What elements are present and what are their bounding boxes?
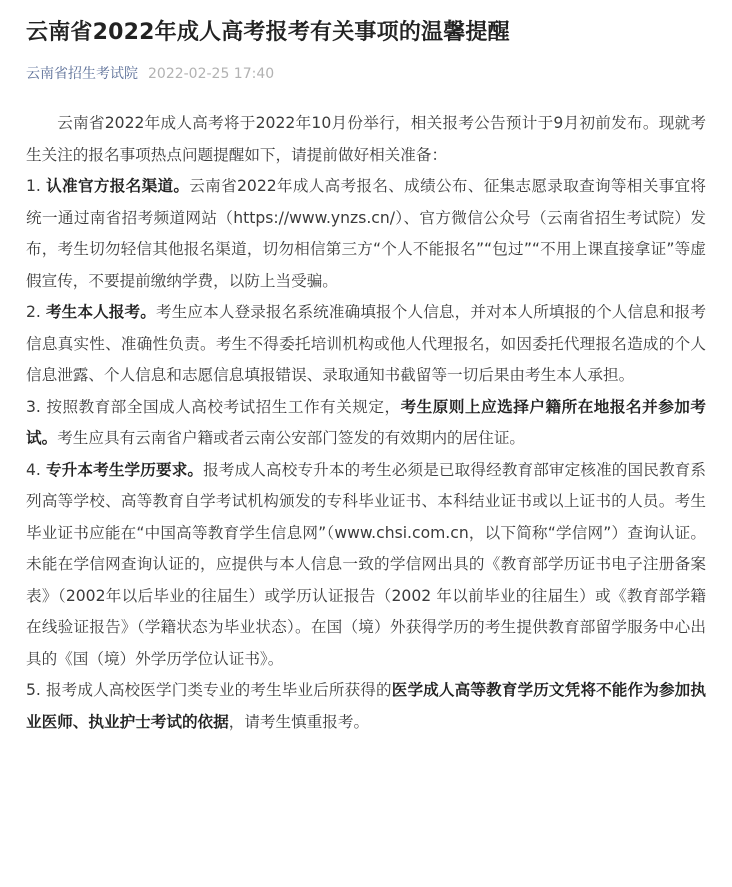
item-1 (26, 171, 706, 297)
item-4 (26, 455, 706, 676)
item-5-text-after: ，请考生慎重报考。 (228, 712, 370, 731)
item-2-prefix: 2. (26, 303, 46, 321)
item-3-text-before: 3. 按照教育部全国成人高校考试招生工作有关规定， (26, 397, 401, 416)
item-1-text: 云南省2022年成人高考报名、成绩公布、征集志愿录取查询等相关事宜将统一通过南省招考频道网站（https://www.ynzs.cn/）、官方微信公众号（云南省招生考试院）发布，考生切勿轻信其他报名渠道，切勿相信第三方“个人不能报名”“包过”“不用上课直接拿证”等虚假宣传，不要提前缴纳学费，以防上当受骗。 (26, 177, 707, 290)
item-5-text-before: 5. 报考成人高校医学门类专业的考生毕业后所获得的 (26, 681, 392, 699)
item-1-heading: 认准官方报名渠道。 (46, 177, 190, 195)
item-4-heading: 专升本考生学历要求。 (45, 460, 204, 479)
item-3 (26, 392, 706, 455)
item-4-prefix: 4. (26, 460, 46, 479)
intro-paragraph: 云南省2022年成人高考将于2022年10月份举行，相关报考公告预计于9月初前发布。现就考生关注的报名事项热点问题提醒如下，请提前做好相关准备： (26, 114, 706, 164)
item-2-text: 考生应本人登录报名系统准确填报个人信息，并对本人所填报的个人信息和报考信息真实性、准确性负责。考生不得委托培训机构或他人代理报名，如因委托代理报名造成的个人信息泄露、个人信息和志愿信息填报错误、录取通知书截留等一切后果由考生本人承担。 (26, 303, 706, 384)
item-4-text: 报考成人高校专升本的考生必须是已取得经教育部审定核准的国民教育系列高等学校、高等教育自学考试机构颁发的专科毕业证书、本科结业证书或以上证书的人员。考生毕业证书应能在“中国高等教育学生信息网”（www.chsi.com.cn，以下简称“学信网”）查询认证。未能在学信网查询认证的，应提供与本人信息一致的学信网出具的《教育部学历证书电子注册备案表》（2002年以后毕业的往届生）或学历认证报告（2002 年以前毕业的往届生）或《教育部学籍在线验证报告》（学籍状态为毕业状态）。在国（境）外获得学历的考生提供教育部留学服务中心出具的《国（境）外学历学位认证书》。 (26, 460, 706, 668)
article-content (26, 108, 706, 738)
article-meta (26, 64, 706, 84)
item-5-emphasis: 医学成人高等教育学历文凭将不能作为参加执业医师、执业护士考试的依据 (26, 681, 706, 731)
item-2 (26, 297, 706, 392)
source-link[interactable]: 云南省招生考试院 (26, 66, 138, 82)
article-title: 云南省2022年成人高考报考有关事项的温馨提醒 (26, 20, 510, 45)
item-1-prefix: 1. (26, 177, 47, 195)
item-3-emphasis: 考生原则上应选择户籍所在地报名并参加考试。 (26, 397, 706, 447)
publish-date: 2022-02-25 17:40 (148, 66, 275, 82)
item-5 (26, 675, 706, 738)
item-3-text-after: 考生应具有云南省户籍或者云南公安部门签发的有效期内的居住证。 (57, 429, 526, 447)
item-2-heading: 考生本人报考。 (45, 303, 156, 321)
